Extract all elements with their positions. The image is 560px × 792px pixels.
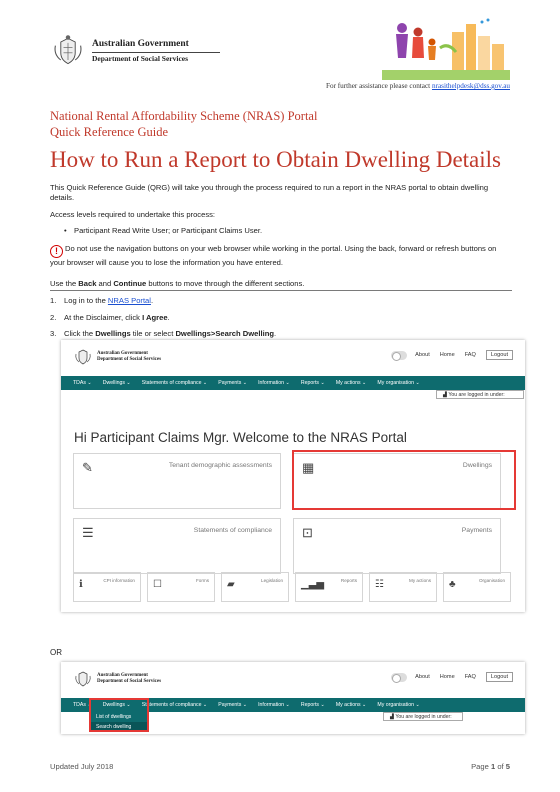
coat-of-arms-icon [50, 32, 86, 70]
faq-link[interactable]: FAQ [464, 352, 476, 358]
nav-information[interactable]: Information ⌄ [258, 380, 290, 386]
nav-my-organisation[interactable]: My organisation ⌄ [377, 702, 420, 708]
nras-portal-link[interactable]: NRAS Portal [107, 296, 151, 305]
coat-of-arms-icon [73, 669, 93, 689]
about-link[interactable]: About [415, 674, 430, 680]
portal-menu-screenshot [61, 662, 525, 734]
about-link[interactable]: About [415, 352, 430, 358]
dropdown-highlight [89, 698, 149, 732]
tile-tenant-demographic[interactable]: ✎ Tenant demographic assessments [73, 453, 281, 509]
tile-forms[interactable]: ☐ Forms [147, 572, 215, 602]
australian-government-logo [50, 30, 220, 72]
money-icon: ⊡ [302, 525, 313, 540]
nav-reports[interactable]: Reports ⌄ [300, 702, 325, 708]
nav-tdas[interactable]: TDAs ⌄ [73, 380, 92, 386]
tile-legislation[interactable]: ▰ Legislation [221, 572, 289, 602]
welcome-heading: Hi Participant Claims Mgr. Welcome to the NRAS Portal [74, 430, 407, 445]
home-link[interactable]: Home [439, 674, 455, 680]
logout-button[interactable]: Logout [486, 672, 513, 682]
org-icon: ▟ [390, 714, 396, 720]
nav-dwellings[interactable]: Dwellings ⌄ [102, 380, 131, 386]
nav-dwellings[interactable]: Dwellings ⌄ [102, 702, 131, 708]
nav-payments[interactable]: Payments ⌄ [218, 702, 248, 708]
nav-reports[interactable]: Reports ⌄ [300, 380, 325, 386]
navigation-note: Use the Back and Continue buttons to move through the different sections. [50, 279, 512, 291]
nav-statements[interactable]: Statements of compliance ⌄ [141, 702, 208, 708]
tile-organisation[interactable]: ♣ Organisation [443, 572, 511, 602]
assistance-contact: For further assistance please contact nrasithelpdesk@dss.gov.au [325, 82, 510, 90]
portal-header [61, 340, 525, 376]
org-icon: ▟ [443, 392, 449, 398]
nav-tdas[interactable]: TDAs ⌄ [73, 702, 92, 708]
logged-in-indicator: ▟ You are logged in under: [383, 712, 463, 721]
nav-my-organisation[interactable]: My organisation ⌄ [377, 380, 420, 386]
info-icon: ℹ [79, 579, 83, 590]
portal-header [61, 662, 525, 698]
gov-name: Australian Government [92, 38, 189, 49]
portal-top-links [391, 350, 513, 360]
home-link[interactable]: Home [439, 352, 455, 358]
small-tiles-row [73, 572, 513, 602]
updated-date: Updated July 2018 [50, 762, 114, 771]
org-chart-icon: ♣ [449, 579, 456, 590]
nav-my-actions[interactable]: My actions ⌄ [335, 380, 367, 386]
step-1: 1. Log in to the NRAS Portal. [50, 296, 154, 305]
portal-logo: Australian Government Department of Social Services [73, 347, 161, 367]
menu-item-list-of-dwellings[interactable]: List of dwellings [96, 714, 132, 720]
portal-logo: Australian Government Department of Social Services [73, 669, 161, 689]
nav-my-actions[interactable]: My actions ⌄ [335, 702, 367, 708]
nav-statements[interactable]: Statements of compliance ⌄ [141, 380, 208, 386]
helpdesk-email-link[interactable]: nrasithelpdesk@dss.gov.au [431, 82, 510, 90]
page-number: Page 1 of 5 [471, 762, 510, 771]
list-icon: ☰ [82, 525, 94, 540]
page-title: How to Run a Report to Obtain Dwelling Details [50, 147, 501, 172]
tile-dwellings[interactable]: ▦ Dwellings [293, 453, 501, 509]
edit-icon: ✎ [82, 460, 93, 475]
logged-in-indicator: ▟ You are logged in under: [436, 390, 524, 399]
step-3: 3. Click the Dwellings tile or select Dwellings>Search Dwelling. [50, 329, 277, 338]
menu-item-search-dwelling[interactable]: Search dwelling [91, 722, 147, 732]
tile-cpi-information[interactable]: ℹ CPI information [73, 572, 141, 602]
department-name: Department of Social Services [92, 53, 189, 63]
access-levels-heading: Access levels required to undertake this process: [50, 210, 216, 219]
faq-link[interactable]: FAQ [464, 674, 476, 680]
tile-payments[interactable]: ⊡ Payments [293, 518, 501, 574]
access-levels-item: • Participant Read Write User; or Participant Claims User. [64, 226, 263, 235]
intro-paragraph: This Quick Reference Guide (QRG) will take you through the process required to run a report in the NRAS portal to obtain dwelling details. [50, 183, 489, 202]
warning-exclamation-icon: ! [50, 245, 63, 258]
book-icon: ▰ [227, 579, 235, 590]
tile-my-actions[interactable]: ☷ My actions [369, 572, 437, 602]
nav-information[interactable]: Information ⌄ [258, 702, 290, 708]
tile-statements-of-compliance[interactable]: ☰ Statements of compliance [73, 518, 281, 574]
document-type: Quick Reference Guide [50, 125, 168, 139]
contrast-toggle[interactable] [391, 673, 407, 682]
tile-reports[interactable]: ▁▃▅ Reports [295, 572, 363, 602]
form-icon: ☐ [153, 579, 162, 590]
warning-note: ! Do not use the navigation buttons on your web browser while working in the portal. Using the back, forward or refresh buttons on your browser will cause you to lose the information you have entered. [50, 244, 497, 267]
step-2: 2. At the Disclaimer, click I Agree. [50, 312, 170, 322]
contrast-toggle[interactable] [391, 351, 407, 360]
nav-payments[interactable]: Payments ⌄ [218, 380, 248, 386]
bullet-icon: • [64, 226, 67, 235]
family-city-banner-image [382, 14, 510, 80]
portal-nav-bar [61, 376, 525, 390]
bar-chart-icon: ▁▃▅ [301, 579, 325, 590]
or-label: OR [50, 648, 62, 657]
building-icon: ▦ [302, 460, 315, 475]
actions-icon: ☷ [375, 579, 384, 590]
coat-of-arms-icon [73, 347, 93, 367]
steps-list [50, 296, 276, 346]
portal-home-screenshot [61, 340, 525, 612]
document-subtitle: National Rental Affordability Scheme (NRAS) Portal [50, 109, 318, 123]
dwellings-highlight [292, 450, 516, 510]
portal-top-links [391, 672, 513, 682]
logout-button[interactable]: Logout [486, 350, 513, 360]
